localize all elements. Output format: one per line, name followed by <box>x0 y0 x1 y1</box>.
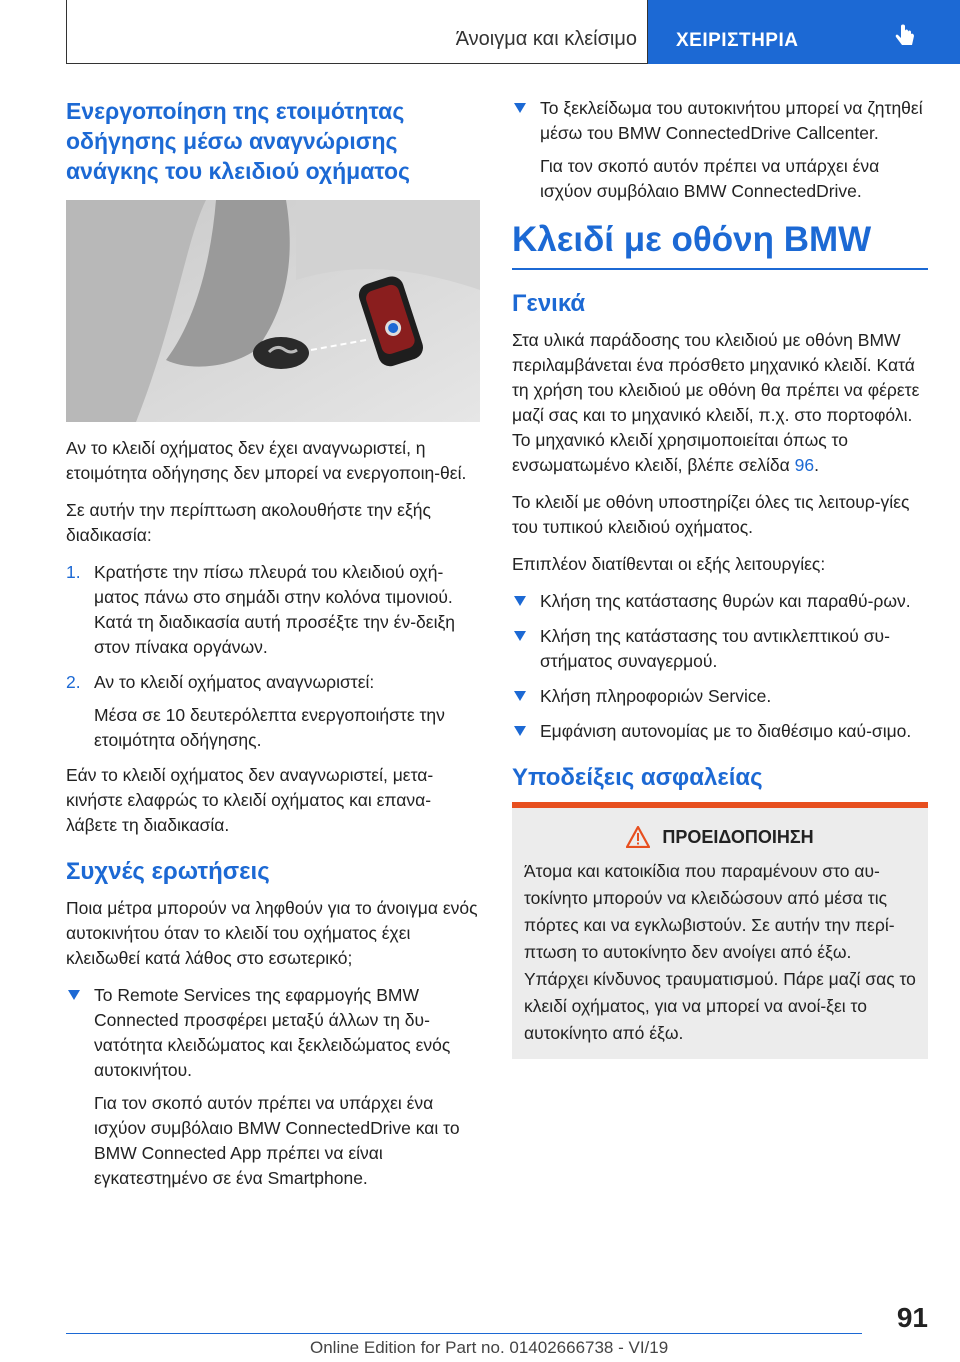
paragraph-text-end: . <box>814 455 819 475</box>
bullet-item <box>512 96 928 204</box>
step-subtext: Μέσα σε 10 δευτερόλεπτα ενεργοποιήστε την ετοιμότητα οδήγησης. <box>94 705 445 750</box>
feature-item <box>512 624 928 674</box>
page-header <box>0 0 960 64</box>
step-number: 2. <box>66 672 81 692</box>
warning-header <box>524 826 916 848</box>
chapter-tab-label: ΧΕΙΡΙΣΤΗΡΙΑ <box>676 30 799 51</box>
step-number: 1. <box>66 562 81 582</box>
general-heading: Γενικά <box>512 290 586 317</box>
bullet-item <box>66 983 480 1191</box>
feature-text: Εμφάνιση αυτονομίας με το διαθέσιμο καύ-σιμο. <box>540 721 912 741</box>
bullet-subtext: Για τον σκοπό αυτόν πρέπει να υπάρχει ένα ισχύον συμβόλαιο BMW ConnectedDrive. <box>540 156 880 201</box>
section-title: Άνοιγμα και κλείσιμο <box>455 28 637 50</box>
paragraph <box>512 328 928 478</box>
steering-column-key-image <box>66 200 480 422</box>
feature-text: Κλήση της κατάστασης του αντικλεπτικού συ-στήματος συναγερμού. <box>540 626 890 671</box>
hand-pointer-icon <box>892 24 918 50</box>
triangle-bullet-icon <box>514 103 526 113</box>
edition-note: Online Edition for Part no. 01402666738 - VI/19 <box>310 1338 669 1357</box>
paragraph: Εάν το κλειδί οχήματος δεν αναγνωριστεί, μετα-κινήστε ελαφρώς το κλειδί οχήματος και επανα-λάβετε τη διαδικασία. <box>66 765 434 835</box>
step-text: Αν το κλειδί οχήματος αναγνωριστεί: <box>94 672 375 692</box>
chapter-heading-display-key: Κλειδί με οθόνη BMW <box>512 220 928 270</box>
section-header-box <box>66 0 648 64</box>
feature-text: Κλήση της κατάστασης θυρών και παραθύ-ρων. <box>540 591 911 611</box>
step-item <box>66 670 480 753</box>
triangle-bullet-icon <box>514 726 526 736</box>
page-number: 91 <box>896 1302 928 1333</box>
feature-item <box>512 589 928 614</box>
feature-item <box>512 684 928 709</box>
feature-item <box>512 719 928 744</box>
chapter-tab[interactable] <box>648 0 960 64</box>
bullet-text: Το Remote Services της εφαρμογής BMW Connected προσφέρει μεταξύ άλλων τη δυ-νατότητα κλειδώματος και ξεκλειδώματος ενός αυτοκινήτου. <box>94 985 451 1080</box>
bullet-subtext: Για τον σκοπό αυτόν πρέπει να υπάρχει ένα ισχύον συμβόλαιο BMW ConnectedDrive και το BMW Connected App πρέπει να είναι εγκατεστημένο σε ένα Smartphone. <box>94 1093 460 1188</box>
bullet-text: Το ξεκλείδωμα του αυτοκινήτου μπορεί να ζητηθεί μέσω του BMW ConnectedDrive Callcenter. <box>540 98 923 143</box>
faq-heading: Συχνές ερωτήσεις <box>66 858 270 885</box>
warning-title: ΠΡΟΕΙΔΟΠΟΙΗΣΗ <box>662 826 814 847</box>
faq-question: Ποια μέτρα μπορούν να ληφθούν για το άνοιγμα ενός αυτοκινήτου όταν το κλειδί του οχήματος έχει κλειδωθεί κατά λάθος στο εσωτερικό; <box>66 898 478 968</box>
step-item <box>66 560 480 660</box>
footer-divider <box>66 1333 862 1334</box>
step-text: Κρατήστε την πίσω πλευρά του κλειδιού οχή-ματος πάνω στο σημάδι στην κολόνα τιμονιού. Κατά τη διαδικασία αυτή προσέξτε την έν-δειξη στον πίνακα οργάνων. <box>94 562 456 657</box>
triangle-bullet-icon <box>514 691 526 701</box>
key-illustration <box>66 200 480 422</box>
paragraph-text: Στα υλικά παράδοσης του κλειδιού με οθόνη BMW περιλαμβάνεται ένα πρόσθετο μηχανικό κλειδί. Κατά τη χρήση του κλειδιού με οθόνη θα πρέπει να φέρετε μαζί σας και το μηχανικό κλειδί, π.χ. στο πορτοφόλι. Το μηχανικό κλειδί χρησιμοποιείται όπως το ενσωματωμένο κλειδί, βλέπε σελίδα <box>512 330 920 475</box>
page-reference-link[interactable]: 96 <box>794 455 815 475</box>
left-column <box>66 96 480 1201</box>
paragraph: Αν το κλειδί οχήματος δεν έχει αναγνωριστεί, η ετοιμότητα οδήγησης δεν μπορεί να ενεργοποιη-θεί. <box>66 438 467 483</box>
paragraph: Το κλειδί με οθόνη υποστηρίζει όλες τις λειτουρ-γίες του τυπικού κλειδιού οχήματος. <box>512 492 910 537</box>
triangle-bullet-icon <box>68 990 80 1000</box>
warning-text: Άτομα και κατοικίδια που παραμένουν στο αυ-τοκίνητο μπορούν να κλειδώσουν από μέσα τις πόρτες και να εγκλωβιστούν. Σε αυτήν την περί-πτωση το αυτοκίνητο δεν ανοίγει από έξω. Υπάρχει κίνδυνος τραυματισμού. Πάρε μαζί σας το κλειδί οχήματος, για να μπορεί να ανοί-ξει το αυτοκίνητο από έξω. <box>524 861 916 1043</box>
triangle-bullet-icon <box>514 596 526 606</box>
feature-text: Κλήση πληροφοριών Service. <box>540 686 772 706</box>
paragraph: Επιπλέον διατίθενται οι εξής λειτουργίες: <box>512 554 826 574</box>
warning-box <box>512 802 928 1059</box>
paragraph: Σε αυτήν την περίπτωση ακολουθήστε την εξής διαδικασία: <box>66 500 431 545</box>
warning-triangle-icon <box>626 826 650 848</box>
triangle-bullet-icon <box>514 631 526 641</box>
right-column <box>512 96 928 1059</box>
section-heading-ready: Ενεργοποίηση της ετοιμότητας οδήγησης μέσω αναγνώρισης ανάγκης του κλειδιού οχήματος <box>66 98 410 184</box>
safety-heading: Υποδείξεις ασφαλείας <box>512 764 763 791</box>
